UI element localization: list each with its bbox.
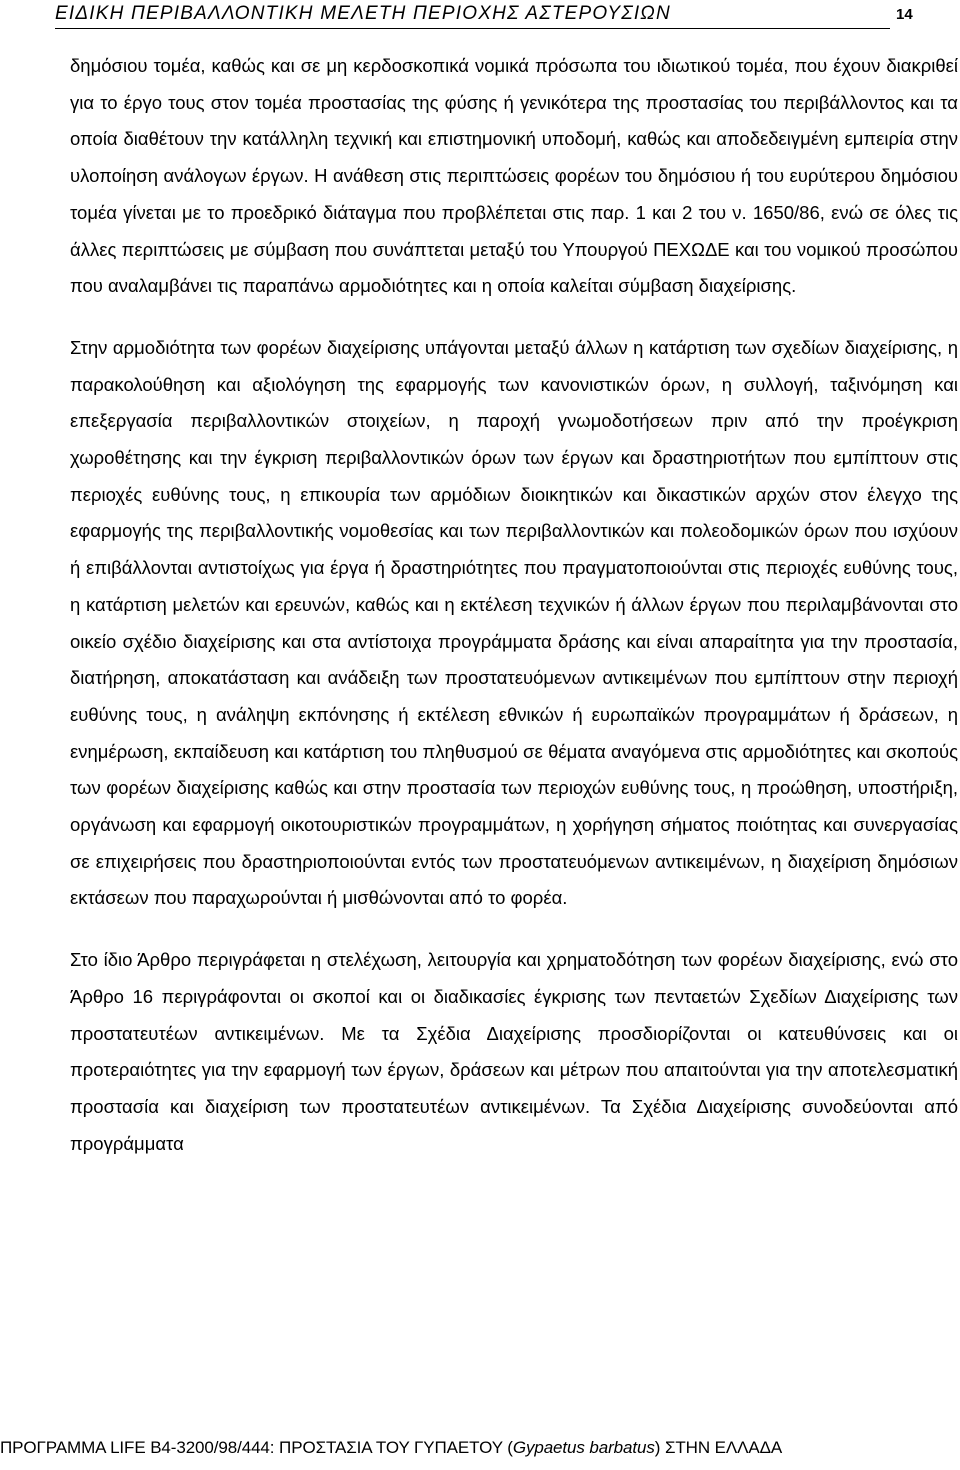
header-title: ΕΙΔΙΚΗ ΠΕΡΙΒΑΛΛΟΝΤΙΚΗ ΜΕΛΕΤΗ ΠΕΡΙΟΧΗΣ ΑΣΤΕΡΟΥΣΙΩΝ: [55, 3, 671, 24]
paragraph: Στο ίδιο Άρθρο περιγράφεται η στελέχωση, λειτουργία και χρηματοδότηση των φορέων διαχείρισης, ενώ στο Άρθρο 16 περιγράφονται οι σκοποί και οι διαδικασίες έγκρισης των πενταετών Σχεδίων Διαχείρισης των προστατευτέων αντικειμένων. Με τα Σχέδια Διαχείρισης προσδιορίζονται οι κατευθύνσεις και οι προτεραιότητες για την εφαρμογή των έργων, δράσεων και μέτρων που απαιτούνται για την αποτελεσματική προστασία και διαχείριση των προστατευτέων αντικειμένων. Τα Σχέδια Διαχείρισης συνοδεύονται από προγράμματα: [70, 949, 958, 1154]
page-header: [55, 0, 890, 29]
paragraph: δημόσιου τομέα, καθώς και σε μη κερδοσκοπικά νομικά πρόσωπα του ιδιωτικού τομέα, που έχουν διακριθεί για το έργο τους στον τομέα προστασίας της φύσης ή γενικότερα της προστασίας του περιβάλλοντος και τα οποία διαθέτουν την κατάλληλη τεχνική και επιστημονική υποδομή, καθώς και αποδεδειγμένη εμπειρία στην υλοποίηση ανάλογων έργων. Η ανάθεση στις περιπτώσεις φορέων του δημόσιου ή του ευρύτερου δημόσιου τομέα γίνεται με το προεδρικό διάταγμα που προβλέπεται στις παρ. 1 και 2 του ν. 1650/86, ενώ σε όλες τις άλλες περιπτώσεις με σύμβαση που συνάπτεται μεταξύ του Υπουργού ΠΕΧΩΔΕ και του νομικού προσώπου που αναλαμβάνει τις παραπάνω αρμοδιότητες και η οποία καλείται σύμβαση διαχείρισης.: [70, 55, 958, 297]
footer-species: Gypaetus barbatus: [512, 1438, 655, 1457]
page-number: 14: [896, 6, 913, 23]
footer-suffix: ) ΣΤΗΝ ΕΛΛΑΔΑ: [654, 1438, 783, 1457]
paragraph: Στην αρμοδιότητα των φορέων διαχείρισης υπάγονται μεταξύ άλλων η κατάρτιση των σχεδίων διαχείρισης, η παρακολούθηση και αξιολόγηση της εφαρμογής των κανονιστικών όρων, η συλλογή, ταξινόμηση και επεξεργασία περιβαλλοντικών στοιχείων, η παροχή γνωμοδοτήσεων πριν από την προέγκριση χωροθέτησης και την έγκριση περιβαλλοντικών όρων των έργων και δραστηριοτήτων που εμπίπτουν στις περιοχές ευθύνης τους, η επικουρία των αρμόδιων διοικητικών και δικαστικών αρχών στον έλεγχο της εφαρμογής της περιβαλλοντικής νομοθεσίας και των περιβαλλοντικών και πολεοδομικών όρων που ισχύουν ή επιβάλλονται αντιστοίχως για έργα ή δραστηριότητες που πραγματοποιούνται στις περιοχές ευθύνης τους, η κατάρτιση μελετών και ερευνών, καθώς και η εκτέλεση τεχνικών ή άλλων έργων που περιλαμβάνονται στο οικείο σχέδιο διαχείρισης και στα αντίστοιχα προγράμματα δράσης και είναι απαραίτητα για την προστασία, διατήρηση, αποκατάσταση και ανάδειξη των προστατευόμενων αντικειμένων που εμπίπτουν στην περιοχή ευθύνης τους, η ανάληψη εκπόνησης ή εκτέλεση εθνικών ή ευρωπαϊκών προγραμμάτων ή δράσεων, η ενημέρωση, εκπαίδευση και κατάρτιση του πληθυσμού σε θέματα αναγόμενα στις αρμοδιότητες και σκοπούς των φορέων διαχείρισης καθώς και στην προστασία των περιοχών ευθύνης τους, η προώθηση, υποστήριξη, οργάνωση και εφαρμογή οικοτουριστικών προγραμμάτων, η χορήγηση σήματος ποιότητας και συνεργασίας σε επιχειρήσεις που δραστηριοποιούνται εντός των προστατευόμενων αντικειμένων, η διαχείριση δημόσιων εκτάσεων που παραχωρούνται ή μισθώνονται από το φορέα.: [70, 336, 958, 909]
document-body: [70, 48, 958, 1162]
page-footer: [0, 1438, 960, 1458]
footer-prefix: ΠΡΟΓΡΑΜΜΑ LIFE B4-3200/98/444: ΠΡΟΣΤΑΣΙΑ ΤΟΥ ΓΥΠΑΕΤΟΥ (: [0, 1438, 513, 1457]
